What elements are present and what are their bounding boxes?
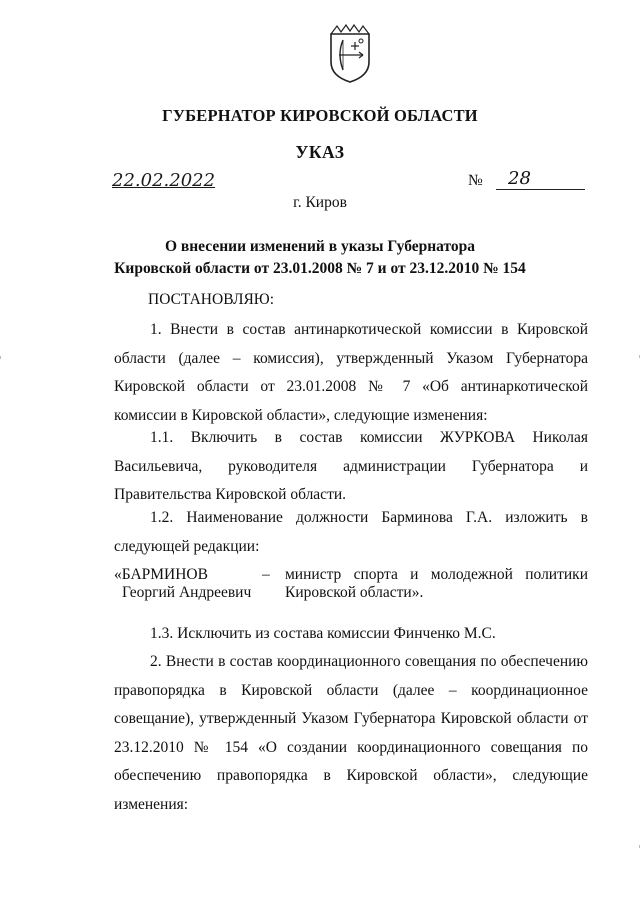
document-type-title: УКАЗ (295, 142, 345, 162)
paragraph-2: 2. Внести в состав координационного совещания по обеспечению правопорядка в Кировской области (далее – координационное совещание), утвержденный Указом Губернатора Кировской области от 23.12.2010 № 154 «О создании координационного совещания по обеспечению правопорядка в Кировской области», следующие изменения: (114, 653, 588, 813)
kirov-coat-of-arms-icon (327, 24, 373, 84)
paragraph-1-3: 1.3. Исключить из состава комиссии Финченко М.С. (150, 625, 496, 642)
subject-line-2: Кировской области от 23.01.2008 № 7 и от 23.12.2010 № 154 (114, 260, 526, 277)
minister-position: министр спорта и молодежной политики Кировской области». (285, 566, 588, 601)
number-underline (496, 189, 585, 190)
authority-heading: ГУБЕРНАТОР КИРОВСКОЙ ОБЛАСТИ (162, 106, 478, 125)
subject-line-1: О внесении изменений в указы Губернатора (164, 238, 476, 255)
decree-date-handwritten: 22.02.2022 (112, 170, 216, 191)
minister-given-name: Георгий Андреевич (122, 584, 252, 601)
minister-dash: – (262, 566, 270, 583)
decree-number-handwritten: 28 (508, 168, 531, 189)
paragraph-1-1: 1.1. Включить в состав комиссии ЖУРКОВА Николая Васильевича, руководителя администрации Губернатора и Правительства Кировской области. (114, 429, 588, 503)
decree-subject (0, 236, 640, 280)
minister-surname: «БАРМИНОВ (114, 566, 208, 583)
minister-name-block (114, 566, 251, 602)
scan-mark (0, 356, 1, 359)
decree-number-field (468, 168, 588, 194)
number-sign: № (468, 172, 483, 189)
city-label: г. Киров (293, 194, 347, 211)
paragraph-1: 1. Внести в состав антинаркотической комиссии в Кировской области (далее – комиссия), утвержденный Указом Губернатора Кировской области от 23.01.2008 № 7 «Об антинаркотической комиссии в Кировской области», следующие изменения: (114, 321, 588, 424)
decree-keyword: ПОСТАНОВЛЯЮ: (148, 291, 275, 308)
paragraph-1-2: 1.2. Наименование должности Барминова Г.А. изложить в следующей редакции: (114, 509, 588, 555)
